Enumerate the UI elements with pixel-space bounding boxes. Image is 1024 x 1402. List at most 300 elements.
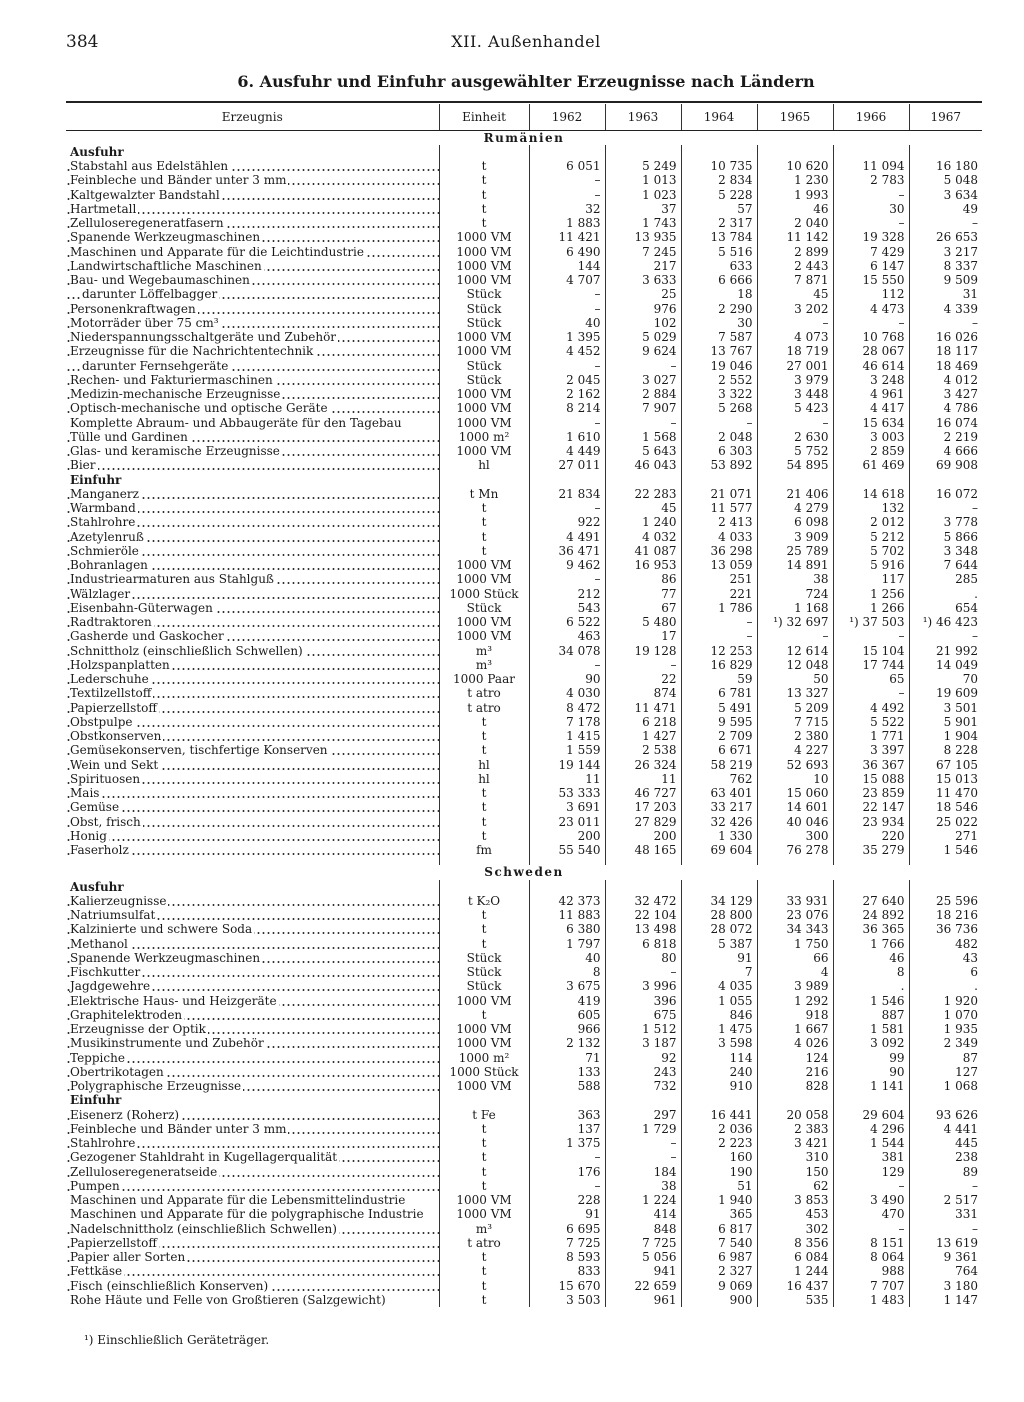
- value-cell: 6 380: [529, 922, 605, 936]
- value-cell: 9 624: [605, 344, 681, 358]
- value-cell: 453: [757, 1207, 833, 1221]
- value-cell: 46: [833, 951, 909, 965]
- item-label: Schmieröle: [70, 543, 139, 558]
- value-cell: 160: [681, 1150, 757, 1164]
- table-row: [66, 487, 982, 501]
- value-cell: –: [757, 416, 833, 430]
- page-header: [66, 32, 986, 56]
- value-cell: 6 098: [757, 515, 833, 529]
- item-label: Papier aller Sorten: [70, 1250, 186, 1265]
- value-cell: 7 715: [757, 715, 833, 729]
- table-row: [66, 401, 982, 415]
- country-row: [66, 131, 982, 145]
- value-cell: 6 987: [681, 1250, 757, 1264]
- value-cell: 5 480: [605, 615, 681, 629]
- table-row: [66, 1079, 982, 1093]
- unit-cell: 1000 VM: [439, 344, 529, 358]
- value-cell: 12 048: [757, 658, 833, 672]
- value-cell: 7 725: [605, 1236, 681, 1250]
- unit-cell: 1000 VM: [439, 230, 529, 244]
- value-cell: 1 230: [757, 173, 833, 187]
- item-cell: [66, 259, 439, 273]
- value-cell: 1 786: [681, 601, 757, 615]
- value-cell: 23 859: [833, 786, 909, 800]
- item-label: Gemüsekonserven, tischfertige Konserven: [70, 743, 328, 758]
- value-cell: –: [909, 216, 982, 230]
- unit-cell: 1000 VM: [439, 1079, 529, 1093]
- unit-cell: Stück: [439, 373, 529, 387]
- item-label: Tülle und Gardinen: [70, 429, 188, 444]
- item-label: Fischkutter: [70, 965, 141, 980]
- value-cell: 5 029: [605, 330, 681, 344]
- table-row: [66, 1008, 982, 1022]
- value-cell: 5 752: [757, 444, 833, 458]
- value-cell: 419: [529, 994, 605, 1008]
- unit-cell: t: [439, 715, 529, 729]
- value-cell: 300: [757, 829, 833, 843]
- item-label: Komplette Abraum- und Abbaugeräte für den Tagebau: [70, 415, 402, 430]
- item-cell: [66, 1108, 439, 1122]
- item-label: Schnittholz (einschließlich Schwellen): [70, 643, 303, 658]
- value-cell: 4 032: [605, 530, 681, 544]
- value-cell: 13 498: [605, 922, 681, 936]
- item-cell: [66, 1250, 439, 1264]
- value-cell: 414: [605, 1207, 681, 1221]
- value-cell: 9 595: [681, 715, 757, 729]
- value-cell: 15 088: [833, 772, 909, 786]
- value-cell: 22: [605, 672, 681, 686]
- value-cell: ¹) 46 423: [909, 615, 982, 629]
- value-cell: 874: [605, 686, 681, 700]
- table-row: [66, 302, 982, 316]
- value-cell: 10: [757, 772, 833, 786]
- value-cell: 21 071: [681, 487, 757, 501]
- item-cell: [66, 230, 439, 244]
- value-cell: 30: [681, 316, 757, 330]
- value-cell: 93 626: [909, 1108, 982, 1122]
- value-cell: –: [529, 572, 605, 586]
- item-cell: [66, 530, 439, 544]
- item-label: Graphitelektroden: [70, 1007, 183, 1022]
- value-cell: 470: [833, 1207, 909, 1221]
- value-cell: –: [909, 501, 982, 515]
- item-label: Eisenbahn-Güterwagen: [70, 600, 213, 615]
- unit-cell: t: [439, 829, 529, 843]
- item-label: Eisenerz (Roherz): [70, 1107, 180, 1122]
- value-cell: 3 003: [833, 430, 909, 444]
- unit-cell: 1000 VM: [439, 629, 529, 643]
- item-cell: [66, 387, 439, 401]
- value-cell: 4 296: [833, 1122, 909, 1136]
- value-cell: 10 735: [681, 159, 757, 173]
- value-cell: 13 767: [681, 344, 757, 358]
- item-cell: [66, 188, 439, 202]
- country-name: Rumänien: [483, 130, 565, 145]
- unit-cell: t: [439, 815, 529, 829]
- value-cell: 297: [605, 1108, 681, 1122]
- table-row: [66, 173, 982, 187]
- value-cell: 1 330: [681, 829, 757, 843]
- value-cell: –: [529, 1150, 605, 1164]
- unit-cell: 1000 VM: [439, 1207, 529, 1221]
- value-cell: 221: [681, 587, 757, 601]
- value-cell: 51: [681, 1179, 757, 1193]
- table-row: [66, 644, 982, 658]
- item-label: Industriearmaturen aus Stahlguß: [70, 572, 274, 587]
- value-cell: 1 395: [529, 330, 605, 344]
- item-label: Maschinen und Apparate für die Lebensmittelindustrie: [70, 1193, 406, 1208]
- unit-cell: t: [439, 530, 529, 544]
- value-cell: 150: [757, 1165, 833, 1179]
- table-row: [66, 259, 982, 273]
- value-cell: 62: [757, 1179, 833, 1193]
- item-label: Medizin-mechanische Erzeugnisse: [70, 387, 281, 402]
- value-cell: 71: [529, 1051, 605, 1065]
- item-label: Manganerz: [70, 486, 139, 501]
- value-cell: 5 056: [605, 1250, 681, 1264]
- empty-cell: [909, 473, 982, 487]
- value-cell: 11 142: [757, 230, 833, 244]
- value-cell: 1 729: [605, 1122, 681, 1136]
- item-cell: [66, 501, 439, 515]
- value-cell: 6 666: [681, 273, 757, 287]
- item-label: Maschinen und Apparate für die Leichtindustrie: [70, 244, 364, 259]
- value-cell: 54 895: [757, 458, 833, 472]
- unit-cell: 1000 VM: [439, 259, 529, 273]
- item-cell: [66, 743, 439, 757]
- unit-cell: t: [439, 1165, 529, 1179]
- value-cell: 1 904: [909, 729, 982, 743]
- table-row: [66, 908, 982, 922]
- value-cell: 11: [529, 772, 605, 786]
- value-cell: 16 074: [909, 416, 982, 430]
- value-cell: 1 266: [833, 601, 909, 615]
- value-cell: 7 178: [529, 715, 605, 729]
- table-row: [66, 458, 982, 472]
- value-cell: 200: [605, 829, 681, 843]
- unit-cell: t: [439, 159, 529, 173]
- empty-cell: [681, 473, 757, 487]
- item-label: Gezogener Stahldraht in Kugellagerqualität: [70, 1150, 338, 1165]
- running-title: XII. Außenhandel: [451, 32, 601, 51]
- empty-cell: [833, 473, 909, 487]
- value-cell: 4 473: [833, 302, 909, 316]
- item-label: Bau- und Wegebaumaschinen: [70, 273, 250, 288]
- value-cell: 5 423: [757, 401, 833, 415]
- unit-cell: 1000 VM: [439, 245, 529, 259]
- value-cell: 43: [909, 951, 982, 965]
- item-label: Wein und Sekt: [70, 757, 159, 772]
- table-row: [66, 994, 982, 1008]
- item-cell: [66, 487, 439, 501]
- value-cell: 2 859: [833, 444, 909, 458]
- item-cell: [66, 344, 439, 358]
- unit-cell: t: [439, 729, 529, 743]
- unit-cell: m³: [439, 644, 529, 658]
- value-cell: 184: [605, 1165, 681, 1179]
- item-cell: [66, 1079, 439, 1093]
- value-cell: 89: [909, 1165, 982, 1179]
- item-cell: [66, 800, 439, 814]
- table-row: [66, 1193, 982, 1207]
- item-label: Feinbleche und Bänder unter 3 mm: [70, 173, 287, 188]
- item-label: Erzeugnisse für die Nachrichtentechnik: [70, 344, 314, 359]
- value-cell: 190: [681, 1165, 757, 1179]
- unit-cell: m³: [439, 1222, 529, 1236]
- value-cell: 2 219: [909, 430, 982, 444]
- value-cell: 1 013: [605, 173, 681, 187]
- value-cell: 217: [605, 259, 681, 273]
- table-row: [66, 558, 982, 572]
- value-cell: 3 996: [605, 979, 681, 993]
- value-cell: 1 766: [833, 937, 909, 951]
- item-cell: [66, 644, 439, 658]
- item-cell: [66, 430, 439, 444]
- item-cell: [66, 937, 439, 951]
- value-cell: 848: [605, 1222, 681, 1236]
- value-cell: 1 168: [757, 601, 833, 615]
- value-cell: 200: [529, 829, 605, 843]
- value-cell: 5 209: [757, 701, 833, 715]
- value-cell: 38: [757, 572, 833, 586]
- value-cell: 26 324: [605, 758, 681, 772]
- value-cell: 5 516: [681, 245, 757, 259]
- table-row: [66, 1122, 982, 1136]
- unit-cell: t: [439, 922, 529, 936]
- value-cell: 45: [757, 287, 833, 301]
- value-cell: 828: [757, 1079, 833, 1093]
- table-row: [66, 601, 982, 615]
- unit-cell: 1000 VM: [439, 615, 529, 629]
- value-cell: –: [833, 1179, 909, 1193]
- value-cell: 8: [529, 965, 605, 979]
- value-cell: –: [909, 629, 982, 643]
- table-row: [66, 1250, 982, 1264]
- item-label: Kalzinierte und schwere Soda: [70, 922, 253, 937]
- column-header: Einheit: [439, 104, 529, 131]
- empty-cell: [605, 473, 681, 487]
- column-header: 1966: [833, 104, 909, 131]
- value-cell: 20 058: [757, 1108, 833, 1122]
- value-cell: 3 503: [529, 1293, 605, 1307]
- value-cell: 11 421: [529, 230, 605, 244]
- value-cell: 26 653: [909, 230, 982, 244]
- value-cell: 6 490: [529, 245, 605, 259]
- value-cell: –: [529, 501, 605, 515]
- value-cell: 887: [833, 1008, 909, 1022]
- value-cell: 764: [909, 1264, 982, 1278]
- unit-cell: t: [439, 188, 529, 202]
- value-cell: 6 818: [605, 937, 681, 951]
- table-row: [66, 202, 982, 216]
- item-label: Warmband: [70, 501, 136, 516]
- item-label: Mais: [70, 786, 100, 801]
- value-cell: 18 117: [909, 344, 982, 358]
- value-cell: 4 441: [909, 1122, 982, 1136]
- value-cell: 2 884: [605, 387, 681, 401]
- value-cell: 66: [757, 951, 833, 965]
- group-row: [66, 473, 982, 487]
- unit-cell: 1000 VM: [439, 330, 529, 344]
- item-label: Zelluloseregeneratfasern: [70, 216, 224, 231]
- item-cell: [66, 416, 439, 430]
- value-cell: 117: [833, 572, 909, 586]
- table-row: [66, 159, 982, 173]
- value-cell: 7 871: [757, 273, 833, 287]
- value-cell: 33 931: [757, 894, 833, 908]
- unit-cell: t: [439, 800, 529, 814]
- table-row: [66, 686, 982, 700]
- value-cell: –: [681, 615, 757, 629]
- value-cell: 67: [605, 601, 681, 615]
- value-cell: –: [529, 359, 605, 373]
- table-row: [66, 416, 982, 430]
- unit-cell: 1000 VM: [439, 273, 529, 287]
- footnote: ¹) Einschließlich Geräteträger.: [84, 1333, 270, 1347]
- value-cell: 605: [529, 1008, 605, 1022]
- value-cell: 28 072: [681, 922, 757, 936]
- value-cell: 8: [833, 965, 909, 979]
- value-cell: 19 328: [833, 230, 909, 244]
- value-cell: 19 046: [681, 359, 757, 373]
- item-label: Musikinstrumente und Zubehör: [70, 1036, 264, 1051]
- value-cell: 3 989: [757, 979, 833, 993]
- item-cell: [66, 815, 439, 829]
- table-row: [66, 815, 982, 829]
- unit-cell: t Fe: [439, 1108, 529, 1122]
- value-cell: 6 303: [681, 444, 757, 458]
- item-cell: [66, 302, 439, 316]
- unit-cell: Stück: [439, 302, 529, 316]
- value-cell: 2 413: [681, 515, 757, 529]
- item-cell: [66, 515, 439, 529]
- value-cell: 132: [833, 501, 909, 515]
- item-label: Gasherde und Gaskocher: [70, 629, 224, 644]
- value-cell: 1 147: [909, 1293, 982, 1307]
- value-cell: 52 693: [757, 758, 833, 772]
- empty-cell: [909, 880, 982, 894]
- value-cell: 37: [605, 202, 681, 216]
- table-row: [66, 572, 982, 586]
- value-cell: 18 216: [909, 908, 982, 922]
- value-cell: 228: [529, 1193, 605, 1207]
- empty-cell: [439, 880, 529, 894]
- value-cell: 25: [605, 287, 681, 301]
- value-cell: –: [833, 1222, 909, 1236]
- table-row: [66, 359, 982, 373]
- unit-cell: Stück: [439, 287, 529, 301]
- table-row: [66, 316, 982, 330]
- value-cell: 3 979: [757, 373, 833, 387]
- value-cell: 22 147: [833, 800, 909, 814]
- unit-cell: 1000 Stück: [439, 1065, 529, 1079]
- value-cell: 91: [681, 951, 757, 965]
- value-cell: 2 012: [833, 515, 909, 529]
- value-cell: 23 011: [529, 815, 605, 829]
- value-cell: 3 501: [909, 701, 982, 715]
- item-label: Feinbleche und Bänder unter 3 mm: [70, 1121, 287, 1136]
- unit-cell: t: [439, 786, 529, 800]
- value-cell: 535: [757, 1293, 833, 1307]
- unit-cell: fm: [439, 843, 529, 857]
- item-label: Teppiche: [70, 1050, 125, 1065]
- value-cell: 91: [529, 1207, 605, 1221]
- unit-cell: t: [439, 1179, 529, 1193]
- value-cell: 1 546: [833, 994, 909, 1008]
- table-row: [66, 1293, 982, 1307]
- value-cell: –: [757, 316, 833, 330]
- value-cell: 8 472: [529, 701, 605, 715]
- value-cell: 846: [681, 1008, 757, 1022]
- value-cell: –: [757, 629, 833, 643]
- value-cell: 61 469: [833, 458, 909, 472]
- value-cell: 724: [757, 587, 833, 601]
- value-cell: –: [681, 416, 757, 430]
- value-cell: 13 059: [681, 558, 757, 572]
- value-cell: 4 961: [833, 387, 909, 401]
- value-cell: –: [909, 1222, 982, 1236]
- value-cell: –: [681, 629, 757, 643]
- item-cell: [66, 1279, 439, 1293]
- unit-cell: Stück: [439, 316, 529, 330]
- value-cell: –: [605, 1136, 681, 1150]
- unit-cell: 1000 VM: [439, 1022, 529, 1036]
- value-cell: 1 141: [833, 1079, 909, 1093]
- page-number: 384: [66, 32, 99, 52]
- value-cell: 80: [605, 951, 681, 965]
- item-cell: [66, 316, 439, 330]
- item-cell: [66, 558, 439, 572]
- value-cell: 15 013: [909, 772, 982, 786]
- value-cell: 1 427: [605, 729, 681, 743]
- value-cell: 112: [833, 287, 909, 301]
- value-cell: 18 719: [757, 344, 833, 358]
- value-cell: –: [529, 287, 605, 301]
- unit-cell: 1000 VM: [439, 444, 529, 458]
- unit-cell: t: [439, 173, 529, 187]
- value-cell: 1 546: [909, 843, 982, 857]
- value-cell: 30: [833, 202, 909, 216]
- item-label: Polygraphische Erzeugnisse: [70, 1079, 242, 1094]
- value-cell: –: [909, 316, 982, 330]
- unit-cell: t atro: [439, 1236, 529, 1250]
- unit-cell: 1000 m²: [439, 1051, 529, 1065]
- value-cell: 22 104: [605, 908, 681, 922]
- value-cell: 1 415: [529, 729, 605, 743]
- value-cell: 988: [833, 1264, 909, 1278]
- value-cell: 32: [529, 202, 605, 216]
- table-row: [66, 515, 982, 529]
- value-cell: 5 387: [681, 937, 757, 951]
- value-cell: 18 469: [909, 359, 982, 373]
- value-cell: 25 596: [909, 894, 982, 908]
- table-row: [66, 216, 982, 230]
- item-cell: [66, 1179, 439, 1193]
- unit-cell: t: [439, 544, 529, 558]
- value-cell: 4 073: [757, 330, 833, 344]
- empty-cell: [833, 1093, 909, 1107]
- value-cell: 1 224: [605, 1193, 681, 1207]
- value-cell: 15 550: [833, 273, 909, 287]
- value-cell: 21 992: [909, 644, 982, 658]
- value-cell: 2 834: [681, 173, 757, 187]
- value-cell: 23 934: [833, 815, 909, 829]
- value-cell: 27 011: [529, 458, 605, 472]
- gap-cell: [66, 857, 439, 865]
- value-cell: 251: [681, 572, 757, 586]
- item-cell: [66, 1150, 439, 1164]
- table-row: [66, 230, 982, 244]
